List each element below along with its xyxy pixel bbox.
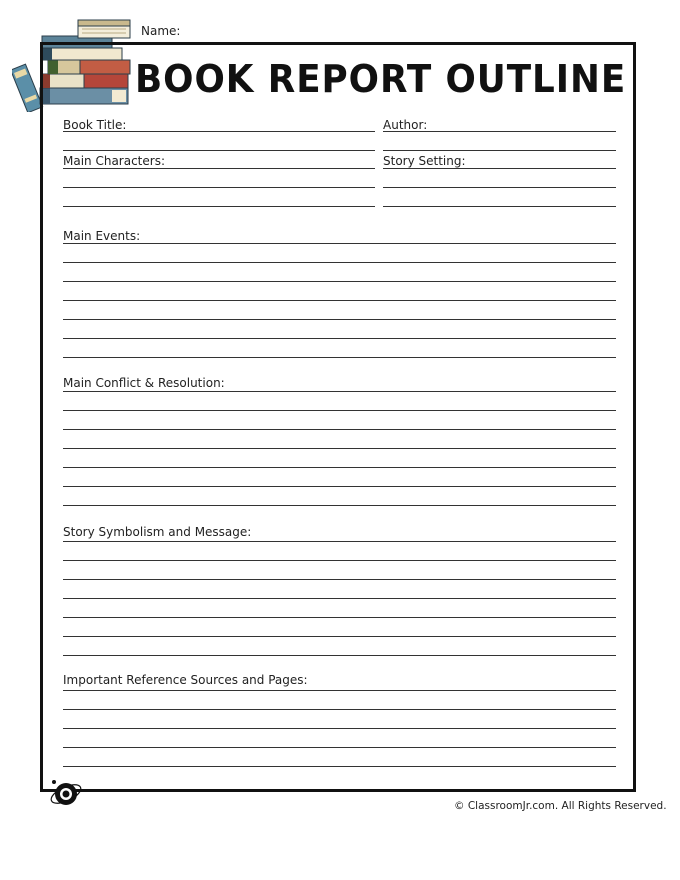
symbolism-label: Story Symbolism and Message: [63,525,252,539]
main-characters-line-1[interactable] [63,168,375,169]
reference-sources-line[interactable] [63,766,616,767]
author-line[interactable] [383,131,616,132]
main-events-line[interactable] [63,338,616,339]
main-characters-line-2[interactable] [63,187,375,188]
symbolism-line[interactable] [63,560,616,561]
symbolism-line[interactable] [63,617,616,618]
reference-sources-line[interactable] [63,747,616,748]
book-title-label: Book Title: [63,118,127,132]
story-setting-line-2[interactable] [383,187,616,188]
story-setting-label: Story Setting: [383,154,466,168]
story-setting-line-1[interactable] [383,168,616,169]
main-conflict-line[interactable] [63,486,616,487]
name-label: Name: [141,24,181,38]
symbolism-line[interactable] [63,636,616,637]
story-setting-line-3[interactable] [383,206,616,207]
copyright-text: © ClassroomJr.com. All Rights Reserved. [454,800,667,812]
reference-sources-line[interactable] [63,728,616,729]
classroomjr-logo-icon [48,774,84,810]
main-events-line[interactable] [63,281,616,282]
symbolism-line[interactable] [63,541,616,542]
reference-sources-label: Important Reference Sources and Pages: [63,673,308,687]
book-title-line-2[interactable] [63,150,375,151]
main-conflict-line[interactable] [63,505,616,506]
author-line-2[interactable] [383,150,616,151]
main-events-line[interactable] [63,357,616,358]
main-conflict-line[interactable] [63,429,616,430]
main-characters-line-3[interactable] [63,206,375,207]
symbolism-line[interactable] [63,579,616,580]
reference-sources-line[interactable] [63,690,616,691]
main-conflict-line[interactable] [63,467,616,468]
main-events-line[interactable] [63,319,616,320]
author-label: Author: [383,118,428,132]
reference-sources-line[interactable] [63,709,616,710]
name-line[interactable] [185,38,365,39]
symbolism-line[interactable] [63,598,616,599]
page-title: BOOK REPORT OUTLINE [135,57,627,101]
main-characters-label: Main Characters: [63,154,165,168]
main-events-line[interactable] [63,243,616,244]
symbolism-line[interactable] [63,655,616,656]
main-events-label: Main Events: [63,229,141,243]
main-conflict-line[interactable] [63,391,616,392]
main-events-line[interactable] [63,262,616,263]
main-conflict-line[interactable] [63,410,616,411]
main-conflict-line[interactable] [63,448,616,449]
main-conflict-label: Main Conflict & Resolution: [63,376,225,390]
book-title-line[interactable] [63,131,375,132]
main-events-line[interactable] [63,300,616,301]
